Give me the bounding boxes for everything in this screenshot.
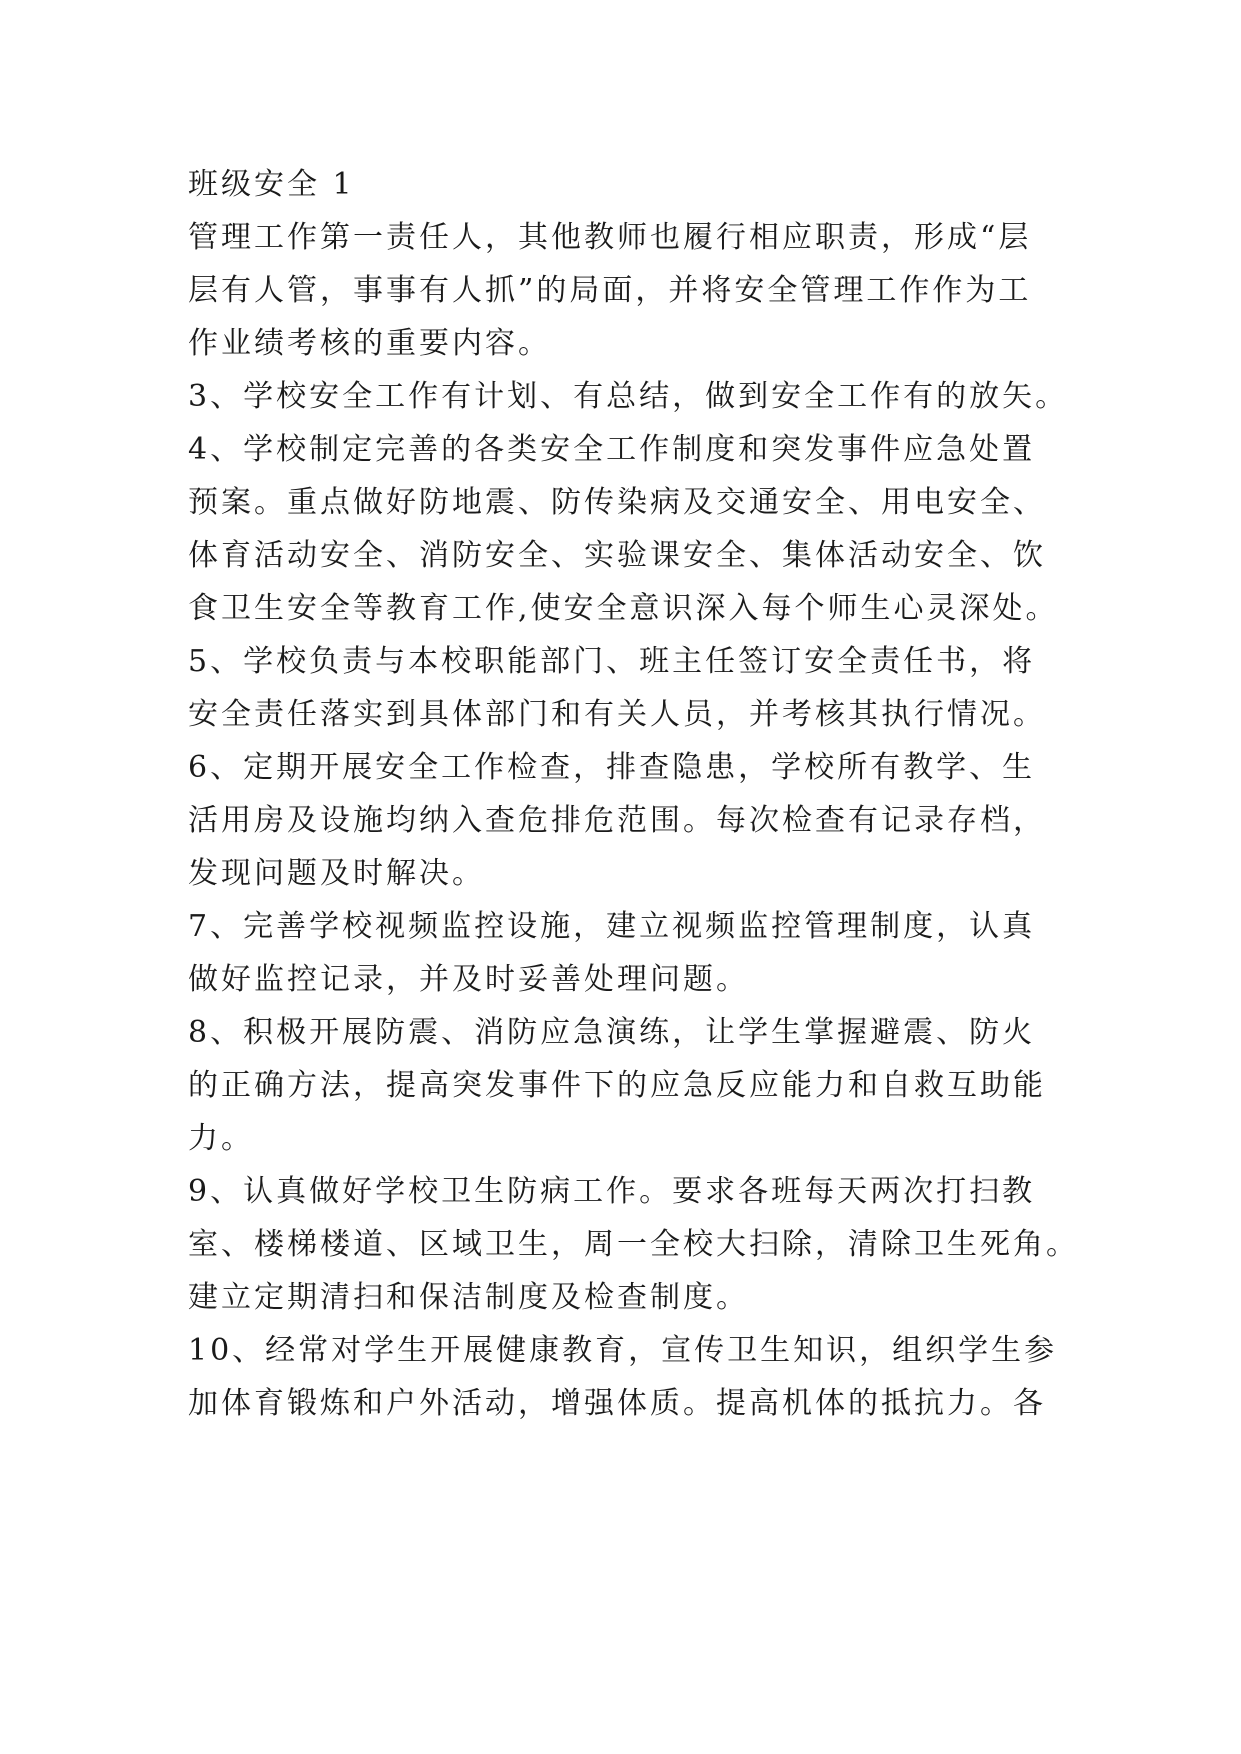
text-line: 体育活动安全、消防安全、实验课安全、集体活动安全、饮 [188, 538, 1046, 573]
text-line: 做好监控记录，并及时妥善处理问题。 [188, 962, 749, 997]
text-line: 室、楼梯楼道、区域卫生，周一全校大扫除，清除卫生死角。 [188, 1227, 1079, 1262]
text-line: 3、学校安全工作有计划、有总结，做到安全工作有的放矢。 [188, 379, 1069, 414]
text-line: 加体育锻炼和户外活动，增强体质。提高机体的抵抗力。各 [188, 1386, 1046, 1421]
text-line: 4、学校制定完善的各类安全工作制度和突发事件应急处置 [188, 432, 1036, 467]
document-body [188, 158, 1079, 1430]
text-line: 8、积极开展防震、消防应急演练，让学生掌握避震、防火 [188, 1015, 1036, 1050]
text-line: 9、认真做好学校卫生防病工作。要求各班每天两次打扫教 [188, 1174, 1036, 1209]
text-line: 预案。重点做好防地震、防传染病及交通安全、用电安全、 [188, 485, 1046, 520]
doc-title: 班级安全 1 [188, 167, 355, 202]
text-line: 作业绩考核的重要内容。 [188, 326, 551, 361]
text-line: 5、学校负责与本校职能部门、班主任签订安全责任书，将 [188, 644, 1036, 679]
text-line: 食卫生安全等教育工作,使安全意识深入每个师生心灵深处。 [188, 591, 1059, 626]
text-line: 活用房及设施均纳入查危排危范围。每次检查有记录存档， [188, 803, 1046, 838]
text-line: 发现问题及时解决。 [188, 856, 485, 891]
text-line: 的正确方法，提高突发事件下的应急反应能力和自救互助能 [188, 1068, 1046, 1103]
text-line: 6、定期开展安全工作检查，排查隐患，学校所有教学、生 [188, 750, 1036, 785]
text-line: 7、完善学校视频监控设施，建立视频监控管理制度，认真 [188, 909, 1036, 944]
text-line: 力。 [188, 1121, 254, 1156]
text-line: 层有人管，事事有人抓”的局面，并将安全管理工作作为工 [188, 273, 1032, 308]
text-line: 10、经常对学生开展健康教育，宣传卫生知识，组织学生参 [188, 1333, 1058, 1368]
text-line: 安全责任落实到具体部门和有关人员，并考核其执行情况。 [188, 697, 1046, 732]
text-line: 管理工作第一责任人，其他教师也履行相应职责，形成“层 [188, 220, 1032, 255]
text-line: 建立定期清扫和保洁制度及检查制度。 [188, 1280, 749, 1315]
